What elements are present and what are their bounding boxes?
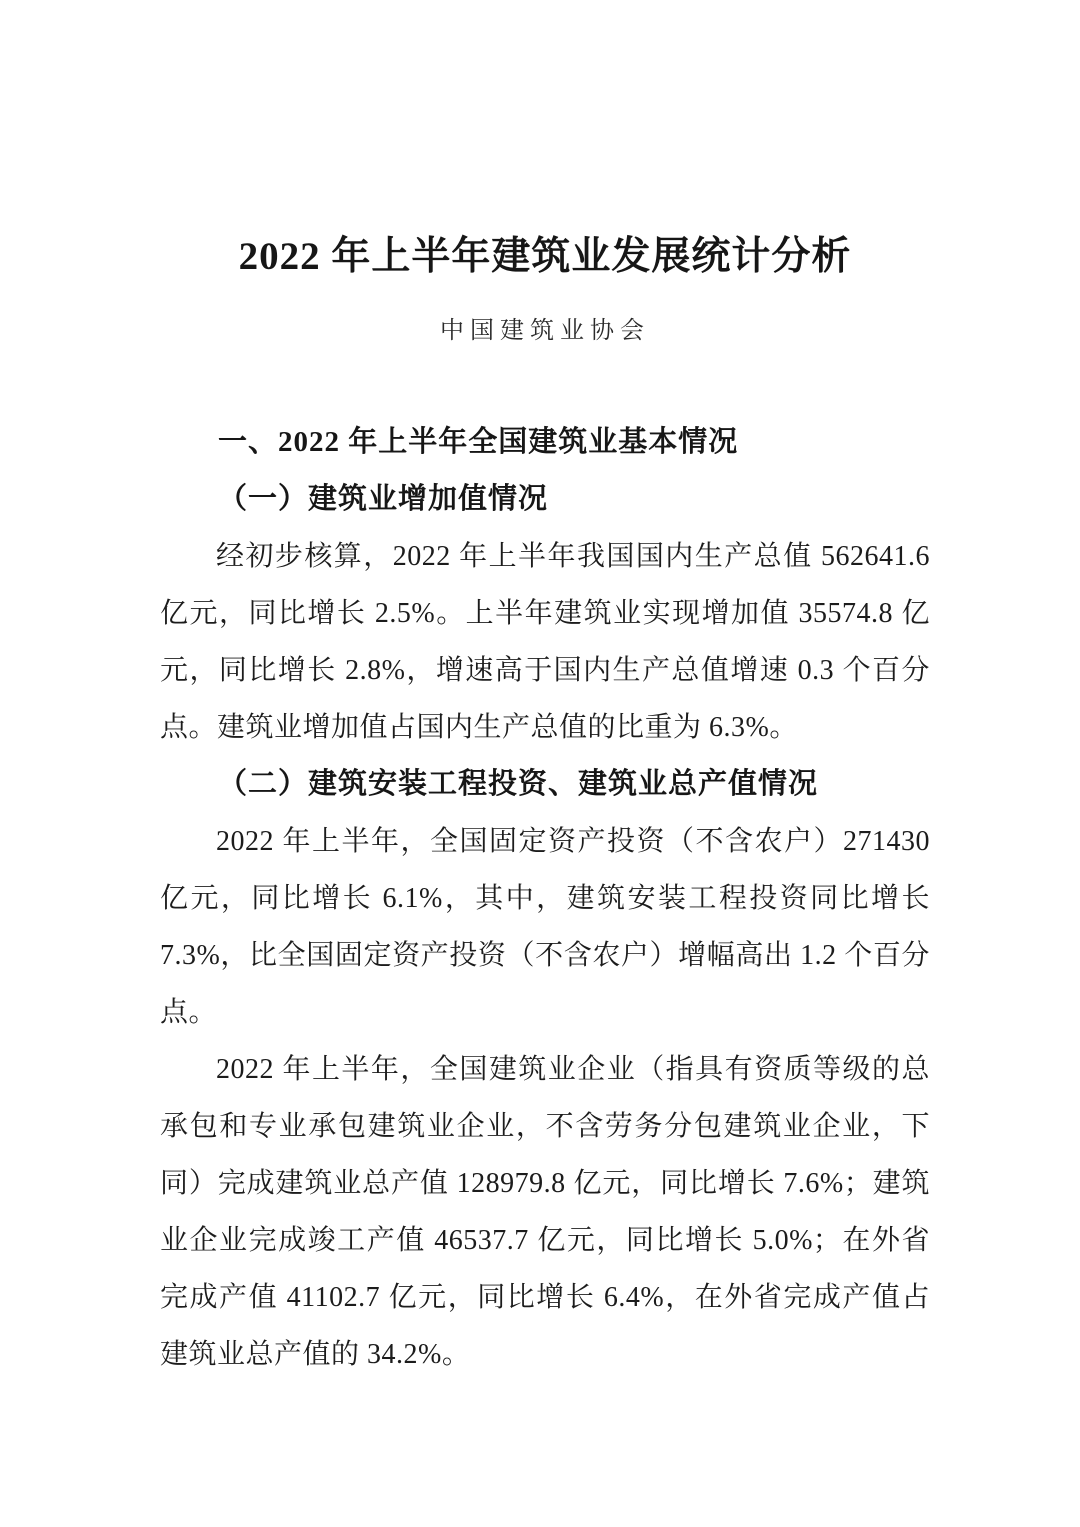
document-subtitle: 中国建筑业协会 bbox=[440, 318, 650, 344]
paragraph-added-value: 经初步核算，2022 年上半年我国国内生产总值 562641.6 亿元，同比增长 2.5%。上半年建筑业实现增加值 35574.8 亿元，同比增长 2.8%，增速高于国内生产总值增速 0.3 个百分点。建筑业增加值占国内生产总值的比重为 6.3%。 bbox=[160, 541, 930, 743]
section-heading-basic-situation: 一、2022 年上半年全国建筑业基本情况 bbox=[218, 426, 739, 458]
document-title: 2022 年上半年建筑业发展统计分析 bbox=[238, 235, 852, 278]
document-body bbox=[160, 414, 930, 1383]
paragraph-total-output-value: 2022 年上半年，全国建筑业企业（指具有资质等级的总承包和专业承包建筑业企业，不含劳务分包建筑业企业，下同）完成建筑业总产值 128979.8 亿元，同比增长 7.6%；建筑业企业完成竣工产值 46537.7 亿元，同比增长 5.0%；在外省完成产值 41102.7 亿元，同比增长 6.4%，在外省完成产值占建筑业总产值的 34.2%。 bbox=[160, 1054, 930, 1370]
subsection-heading-investment-output: （二）建筑安装工程投资、建筑业总产值情况 bbox=[218, 768, 819, 800]
paragraph-fixed-asset-investment: 2022 年上半年，全国固定资产投资（不含农户）271430 亿元，同比增长 6.1%，其中，建筑安装工程投资同比增长 7.3%，比全国固定资产投资（不含农户）增幅高出 1.2 个百分点。 bbox=[160, 826, 930, 1028]
subsection-heading-added-value: （一）建筑业增加值情况 bbox=[218, 483, 549, 515]
